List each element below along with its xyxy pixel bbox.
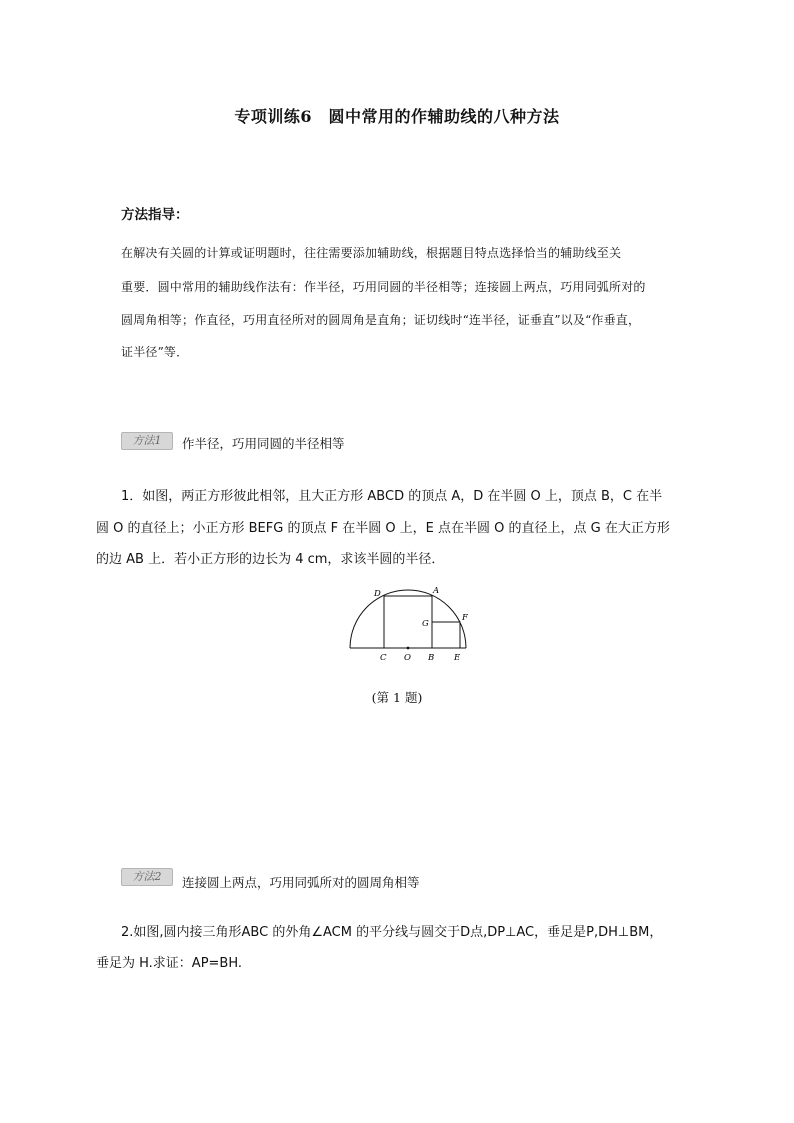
small-square-BEFG [432, 622, 460, 648]
label-C: C [380, 653, 387, 663]
label-A: A [433, 586, 440, 596]
page-title: 专项训练6 圆中常用的作辅助线的八种方法 [234, 107, 560, 126]
figure1-caption: (第 1 题) [371, 690, 423, 705]
problem1-line-3: 的边 AB 上．若小正方形的边长为 4 cm，求该半圆的半径． [96, 552, 445, 567]
guide-line-4: 证半径”等． [121, 345, 189, 359]
problem1-line-1: 1．如图，两正方形彼此相邻，且大正方形 ABCD 的顶点 A，D 在半圆 O 上，顶点 B，C 在半 [121, 489, 663, 504]
label-O: O [404, 653, 411, 663]
problem1-figure [340, 582, 480, 668]
guide-line-1: 在解决有关圆的计算或证明题时，往往需要添加辅助线，根据题目特点选择恰当的辅助线至关 [121, 246, 622, 260]
semicircle-arc [350, 590, 466, 648]
method2-label: 连接圆上两点，巧用同弧所对的圆周角相等 [182, 875, 420, 890]
label-F: F [462, 613, 468, 623]
guide-line-3: 圆周角相等；作直径，巧用直径所对的圆周角是直角；证切线时“连半径，证垂直”以及“作垂直， [121, 313, 641, 327]
method2-badge: 方法2 [121, 868, 173, 886]
method1-badge: 方法1 [121, 432, 173, 450]
problem1-line-2: 圆 O 的直径上；小正方形 BEFG 的顶点 F 在半圆 O 上，E 点在半圆 O 的直径上，点 G 在大正方形 [96, 521, 670, 536]
problem2-line-1: 2.如图,圆内接三角形ABC 的外角∠ACM 的平分线与圆交于D点,DP⊥AC，垂足是P,DH⊥BM， [121, 925, 663, 940]
label-G: G [422, 619, 429, 629]
problem2-line-2: 垂足为 H.求证：AP=BH. [96, 956, 243, 971]
guide-line-2: 重要．圆中常用的辅助线作法有：作半径，巧用同圆的半径相等；连接圆上两点，巧用同弧所对的 [121, 280, 646, 294]
center-point-O [407, 647, 410, 650]
label-B: B [428, 653, 435, 663]
guide-heading: 方法指导： [121, 207, 189, 223]
label-D: D [374, 589, 381, 599]
method1-label: 作半径，巧用同圆的半径相等 [182, 436, 345, 451]
label-E: E [454, 653, 461, 663]
